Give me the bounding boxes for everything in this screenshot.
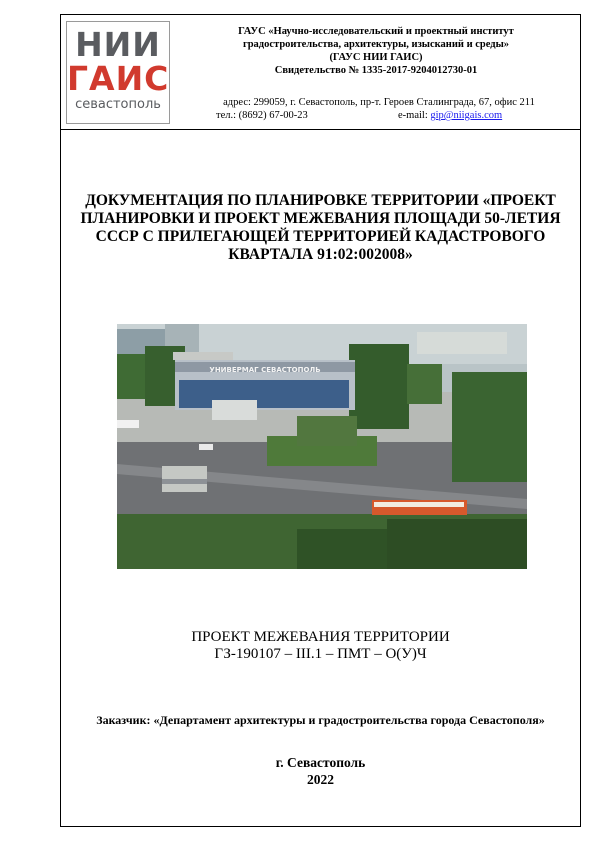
document-title (61, 192, 580, 264)
title-line: ПЛАНИРОВКИ И ПРОЕКТ МЕЖЕВАНИЯ ПЛОЩАДИ 50-ЛЕТИЯ (80, 210, 561, 227)
org-phone: тел.: (8692) 67-00-23 (216, 110, 308, 121)
logo-line-2: ГАИС (67, 59, 170, 98)
client-line: Заказчик: «Департамент архитектуры и градостроительства города Севастополя» (96, 713, 545, 727)
place-and-year (61, 754, 580, 788)
org-email-wrap (398, 109, 502, 122)
city: г. Севастополь (275, 755, 366, 770)
subtitle-line: ПРОЕКТ МЕЖЕВАНИЯ ТЕРРИТОРИИ (191, 629, 450, 645)
title-line: СССР С ПРИЛЕГАЮЩЕЙ ТЕРРИТОРИЕЙ КАДАСТРОВОГО (95, 228, 546, 245)
email-link[interactable]: gip@niigais.com (430, 110, 503, 121)
document-header (61, 15, 580, 130)
org-line: (ГАУС НИИ ГАИС) (329, 52, 423, 63)
title-line: КВАРТАЛА 91:02:002008» (228, 246, 413, 263)
org-address: адрес: 299059, г. Севастополь, пр-т. Героев Сталинграда, 67, офис 211 (223, 97, 535, 108)
niigais-logo (66, 21, 170, 124)
org-line: градостроительства, архитектуры, изысканий и среды» (242, 39, 510, 50)
org-line: ГАУС «Научно-исследовательский и проектный институт (238, 26, 514, 37)
logo-line-1: НИИ (75, 25, 161, 64)
email-label: e-mail: (398, 110, 431, 121)
document-code: ГЗ-190107 – III.1 – ПМТ – О(У)Ч (214, 646, 427, 662)
photo-store-sign: УНИВЕРМАГ СЕВАСТОПОЛЬ (209, 366, 321, 374)
organization-name (176, 25, 576, 77)
square-photo (117, 324, 527, 569)
document-subtitle (61, 629, 580, 663)
logo-line-3: севастополь (75, 97, 161, 112)
document-page (60, 14, 581, 827)
year: 2022 (307, 772, 334, 787)
title-line: ДОКУМЕНТАЦИЯ ПО ПЛАНИРОВКЕ ТЕРРИТОРИИ «ПРОЕКТ (85, 192, 556, 209)
org-certificate: Свидетельство № 1335-2017-9204012730-01 (274, 65, 478, 76)
